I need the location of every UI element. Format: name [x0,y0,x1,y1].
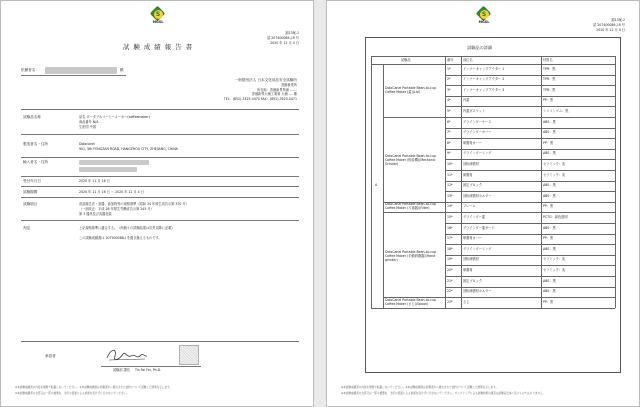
material-name: シリコンゴム：黒 [543,109,569,113]
row-label-sample: 試験品名称 [23,115,41,119]
report-number: 試 207400089-J-R 号 [593,23,625,27]
part-name: 回転研磨材ホルダー [463,193,492,198]
row-divider [21,197,299,198]
part-name: 回転研磨材ホルダー [463,289,492,294]
part-name: グラインダーケース [463,119,492,124]
table-border [615,56,616,308]
row-value: 品名 ポータブルコーヒーメーカー(coffeemaker) [79,115,150,119]
row-divider [21,186,299,187]
client-suffix: 殿 [120,68,124,72]
material-name: TPR：黒 [543,87,556,92]
row-value: （一部改正：平成 28 年厚生労働省告示第 245 号） [79,207,154,211]
table-header: 部位名 [463,57,473,62]
material-name: セラミック：灰 [543,268,566,272]
part-number: 12* [447,183,453,188]
part-number: 9* [447,151,451,156]
row-value: 第 3 器具及び容器包装 [79,212,112,216]
footnote: ※本試験成績書の全部又は一部の複製を、当所の書面による承認を受けずに行わないでください。サンプリングによる試験結果の適否は試験品全体に及ぶものではありません。 [341,392,546,395]
row-value: 食品衛生法・食器、添加物等の規格基準（昭和 34 年厚生省告示第 370 号） [79,202,189,206]
part-name: グラインダーリング [463,246,492,251]
importer-redacted [79,160,149,165]
table-border [445,56,446,308]
material-name: TPR：黒 [543,66,556,71]
row-divider [21,220,299,221]
row-divider [21,109,299,110]
part-name: グラインダー蓋 [463,215,486,219]
part-number: 21* [447,278,453,283]
part-name: グラインダーカバー [463,130,492,135]
report-date: 2020 年 12 月 4 日 [270,41,299,45]
row-label-items: 試験項目 [23,202,38,206]
part-number: 8* [447,140,451,145]
row-value: 生産国 中国 [79,125,96,129]
part-name: 内蓋ガスケット [463,109,486,113]
part-number: 6* [447,119,451,124]
part-number: 15* [447,215,453,219]
sample-group-name: DoloCanel Portable Bean-to-cup Coffee Maker (ろ過器)(Filter) [385,202,436,211]
report-page-2 [326,0,640,407]
group-divider [383,212,615,213]
row-divider [21,134,299,135]
row-divider [21,157,299,158]
sample-number: A [375,183,378,188]
part-number: 1* [447,66,451,71]
part-name: インナーキャップアウター 2 [463,77,505,82]
row-label-importer: 輸入者名・住所 [23,160,49,164]
issuer-phone: TEL：(852)-3525-0470 FAX：(852)-3525-0471 [223,97,297,101]
part-name: フレーム [463,204,476,209]
material-name: TPR：黒 [543,77,556,82]
table-header: 試験品 [401,57,411,62]
part-name: 研磨材 [463,172,473,177]
part-number: 19* [447,257,453,262]
mgsl-logo: S MGSL [473,7,495,24]
part-number: 20* [447,268,453,272]
part-name: インナーキャップアウター 3 [463,87,505,92]
report-number: 試 207400089-J-R 号 [267,36,299,40]
material-name: ABS：黒 [543,151,556,156]
material-name: ABS：黒 [543,278,556,283]
report-no-label: 割13案-2 [611,18,625,22]
part-number: 18* [447,246,453,251]
part-name: インナーキャップアウター 1 [463,66,505,71]
part-number: 10* [447,162,453,166]
part-number: 17* [447,236,453,241]
table-border [371,56,372,308]
table-border [371,56,615,57]
part-name: さじ [463,299,470,304]
part-name: 研磨材カバー [463,236,483,241]
issuer-office: 香港事業所 [281,83,297,87]
row-value: 2020 年 11 月 16 日 ～ 2020 年 12 月 4 日 [79,190,144,194]
issuer-address-2: 香港新界大埔工業邨 大埔 .... 棟 [251,92,297,96]
official-seal [179,345,199,365]
table-border [383,64,384,308]
part-name: 回転研磨材 [463,257,479,262]
client-label: 依頼者名： [21,68,39,72]
part-number: 13* [447,193,453,198]
group-divider [383,117,615,118]
signature-image [105,346,149,364]
material-name: セラミック：灰 [543,162,566,166]
part-name: グラインダー蓋ガード [463,225,495,230]
signer-role: 試験部 課長 [113,368,130,372]
mgsl-logo: S MGSL [147,7,169,24]
client-underline [21,75,126,76]
table-border [371,64,615,65]
part-name: 回転研磨材 [463,162,479,166]
part-number: 7* [447,130,451,135]
row-divider [21,341,299,342]
table-border [371,308,615,309]
table-border [461,56,462,308]
issuer-name: 一般財団法人 日本文化用品安全試験所 [234,78,297,82]
part-name: 研磨材 [463,268,473,272]
material-name: ABS：黒 [543,246,556,251]
row-value: 上記規格基準に適合する。（尚個々の試験結果は次頁以降に記載） [79,226,175,230]
material-name: PP：黒 [543,236,554,241]
row-divider [21,176,299,177]
part-number: 22* [447,289,453,294]
row-value: 2020 年 11 月 16 日 [79,179,110,183]
approver-label: 承認者 [45,354,56,358]
footnote: ※本試験成績書の内容を無断で転載しないでください。※本試験成績書は依頼者から提出された試料について試験した結果を示します。 [341,386,499,389]
material-name: セラミック：灰 [543,257,566,262]
signature-line [101,366,201,367]
sample-group-name: DoloCanel Portable Bean-to-cup Coffee Maker (手動研磨器)(Hand grinder) [385,249,436,262]
footnote: ※本試験成績書の全部又は一部の複製を、当所の書面による承認を受けずに行わないでください。 [15,392,129,395]
footnote: ※本試験成績書の内容を無断で転載しないでください。※本試験成績書は依頼者から提出された試料について試験した結果を示します。 [15,386,173,389]
part-number: 16* [447,225,453,230]
material-name: PP：黒 [543,299,554,304]
part-name: グラインダーリング [463,151,492,156]
part-number: 11* [447,172,453,177]
part-number: 4* [447,98,451,103]
importer-redacted [79,167,137,172]
part-name: 研磨材カバー [463,140,483,145]
row-label-judgement: 判定 [23,226,31,230]
material-name: ABS：黒 [543,119,556,124]
signer-name: Tin Fai Fei, Ph.D. [135,368,162,372]
material-name: ABS：黒 [543,193,556,198]
report-title: 試 験 成 績 報 告 書 [123,43,193,51]
sample-group-name: DoloCanel Portable Bean-to-cup Coffee Maker (蓋)(Lid) [385,85,436,94]
table-border [541,56,542,308]
part-number: 2* [447,77,451,82]
report-date: 2020 年 12 月 4 日 [596,28,625,32]
report-page-1 [0,0,314,407]
sample-group-name: DoloCanel Portable Bean-to-cup Coffee Maker (粉砕機)(Mechanic Grinder) [385,154,436,167]
material-name: セラミック：灰 [543,172,566,177]
table-title: 試験品の詳細 [467,45,493,50]
row-value: 901, 5th FENGZAN ROAD, HANGZHOU CITY, ZHEJIANG, CHINA [79,147,178,151]
material-name: PP：黒 [543,204,554,209]
material-name: PP：黒 [543,140,554,145]
part-name: 内蓋 [463,98,470,103]
material-name: ABS：黒 [543,289,556,294]
client-name-redacted [45,67,117,74]
sample-group-name: DoloCanel Portable Bean-to-cup Coffee Maker (さじ)(Spoon) [385,297,436,306]
material-name: PP：黒 [543,98,554,103]
material-name: ABS：黒 [543,130,556,135]
row-label-manufacturer: 製造者名・住所 [23,142,49,146]
table-header: 番号 [447,57,454,62]
row-label-period: 試験期間 [23,190,38,194]
row-value: 商品番号 N/A [79,120,99,124]
part-number: 14* [447,204,453,209]
part-number: 5* [447,109,451,113]
report-no-label: 割13案-1 [285,31,299,35]
part-name: 固定ブロック [463,183,483,188]
part-name: 固定ブロック [463,278,483,283]
part-number: 23* [447,299,453,304]
part-number: 3* [447,87,451,92]
row-value: Dolocanel [79,142,95,146]
material-name: PCTG：緑色透明 [543,215,568,219]
row-label-received: 受付年月日 [23,179,41,183]
material-name: ABS：黒 [543,183,556,188]
row-value: この試験成績書は 207400088-J を置き換えるものです。 [79,236,162,240]
issuer-address-1: 所在地：香港新界葵涌 ....... [257,88,297,92]
material-name: ABS：黒 [543,225,556,230]
table-header: 材質名 [543,57,553,62]
